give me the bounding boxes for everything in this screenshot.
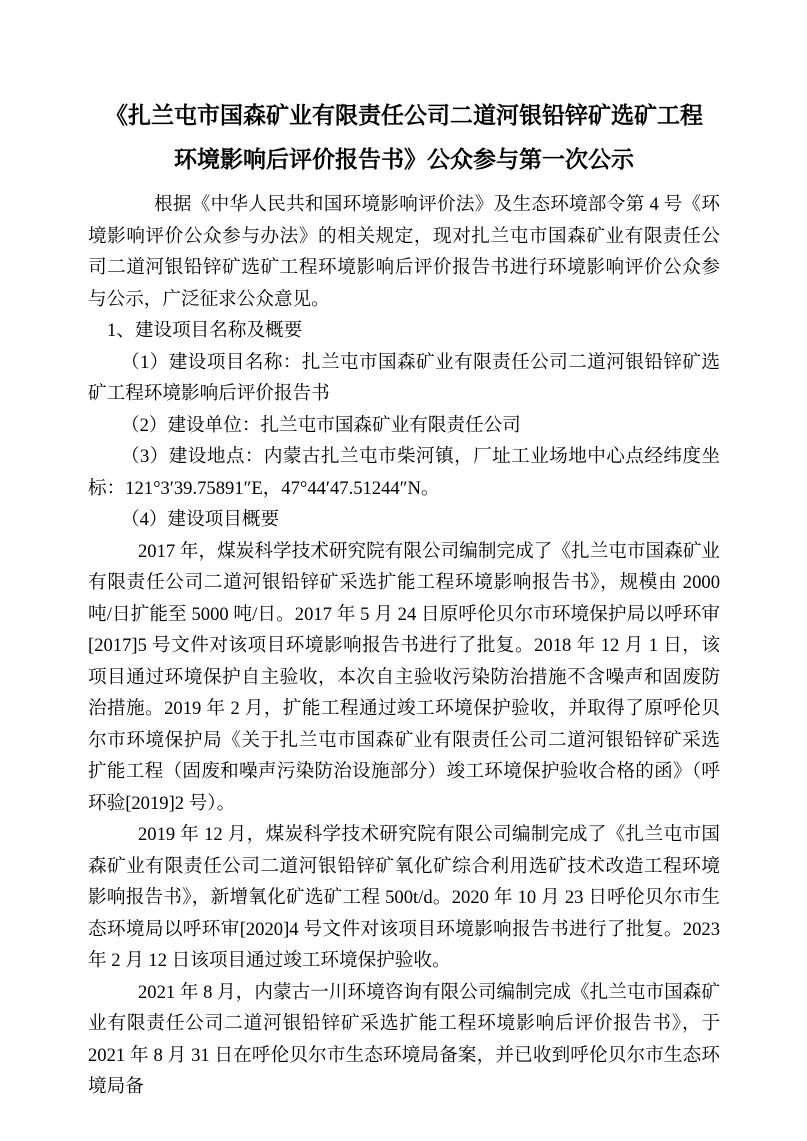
item-project-overview-heading: （4）建设项目概要 xyxy=(121,509,280,530)
document-body xyxy=(88,189,720,1103)
document-title-line-2: 环境影响后评价报告书》公众参与第一次公示 xyxy=(174,147,634,172)
document-title-line-1: 《扎兰屯市国森矿业有限责任公司二道河银铅锌矿选矿工程 xyxy=(105,103,703,128)
paragraph-history-2019: 2019 年 12 月，煤炭科学技术研究院有限公司编制完成了《扎兰屯市国森矿业有限责任公司二道河银铅锌矿氧化矿综合利用选矿技术改造工程环境影响报告书》，新增氧化矿选矿工程 500t/d。2020 年 10 月 23 日呼伦贝尔市生态环境局以呼环审[2020]4 号文件对该项目环境影响报告书进行了批复。2023 年 2 月 12 日该项目通过竣工环境保护验收。 xyxy=(88,824,720,971)
paragraph-history-2017: 2017 年，煤炭科学技术研究院有限公司编制完成了《扎兰屯市国森矿业有限责任公司二道河银铅锌矿采选扩能工程环境影响报告书》，规模由 2000 吨/日扩能至 5000 吨/日。2017 年 5 月 24 日原呼伦贝尔市环境保护局以呼环审[2017]5 号文件对该项目环境影响报告书进行了批复。2018 年 12 月 1 日，该项目通过环境保护自主验收，本次自主验收污染防治措施不含噪声和固废防治措施。2019 年 2 月，扩能工程通过竣工环境保护验收，并取得了原呼伦贝尔市环境保护局《关于扎兰屯市国森矿业有限责任公司二道河银铅锌矿采选扩能工程（固废和噪声污染防治设施部分）竣工环境保护验收合格的函》（呼环验[2019]2 号）。 xyxy=(88,540,720,814)
item-project-name: （1）建设项目名称：扎兰屯市国森矿业有限责任公司二道河银铅锌矿选矿工程环境影响后评价报告书 xyxy=(88,351,720,404)
paragraph-intro: 根据《中华人民共和国环境影响评价法》及生态环境部令第 4 号《环境影响评价公众参与办法》的相关规定，现对扎兰屯市国森矿业有限责任公司二道河银铅锌矿选矿工程环境影响后评价报告书进行环境影响评价公众参与公示，广泛征求公众意见。 xyxy=(88,194,720,310)
paragraph-history-2021: 2021 年 8 月，内蒙古一川环境咨询有限公司编制完成《扎兰屯市国森矿业有限责任公司二道河银铅锌矿采选扩能工程环境影响后评价报告书》，于 2021 年 8 月 31 日在呼伦贝尔市生态环境局备案，并已收到呼伦贝尔市生态环境局备 xyxy=(88,981,720,1097)
item-construction-unit: （2）建设单位：扎兰屯市国森矿业有限责任公司 xyxy=(121,414,521,436)
heading-section-1: 1、建设项目名称及概要 xyxy=(107,320,303,341)
document-content xyxy=(88,0,720,1103)
item-construction-location: （3）建设地点：内蒙古扎兰屯市柴河镇，厂址工业场地中心点经纬度坐标：121°3′39.75891″E，47°44′47.51244″N。 xyxy=(88,446,720,499)
document-title xyxy=(88,94,720,182)
